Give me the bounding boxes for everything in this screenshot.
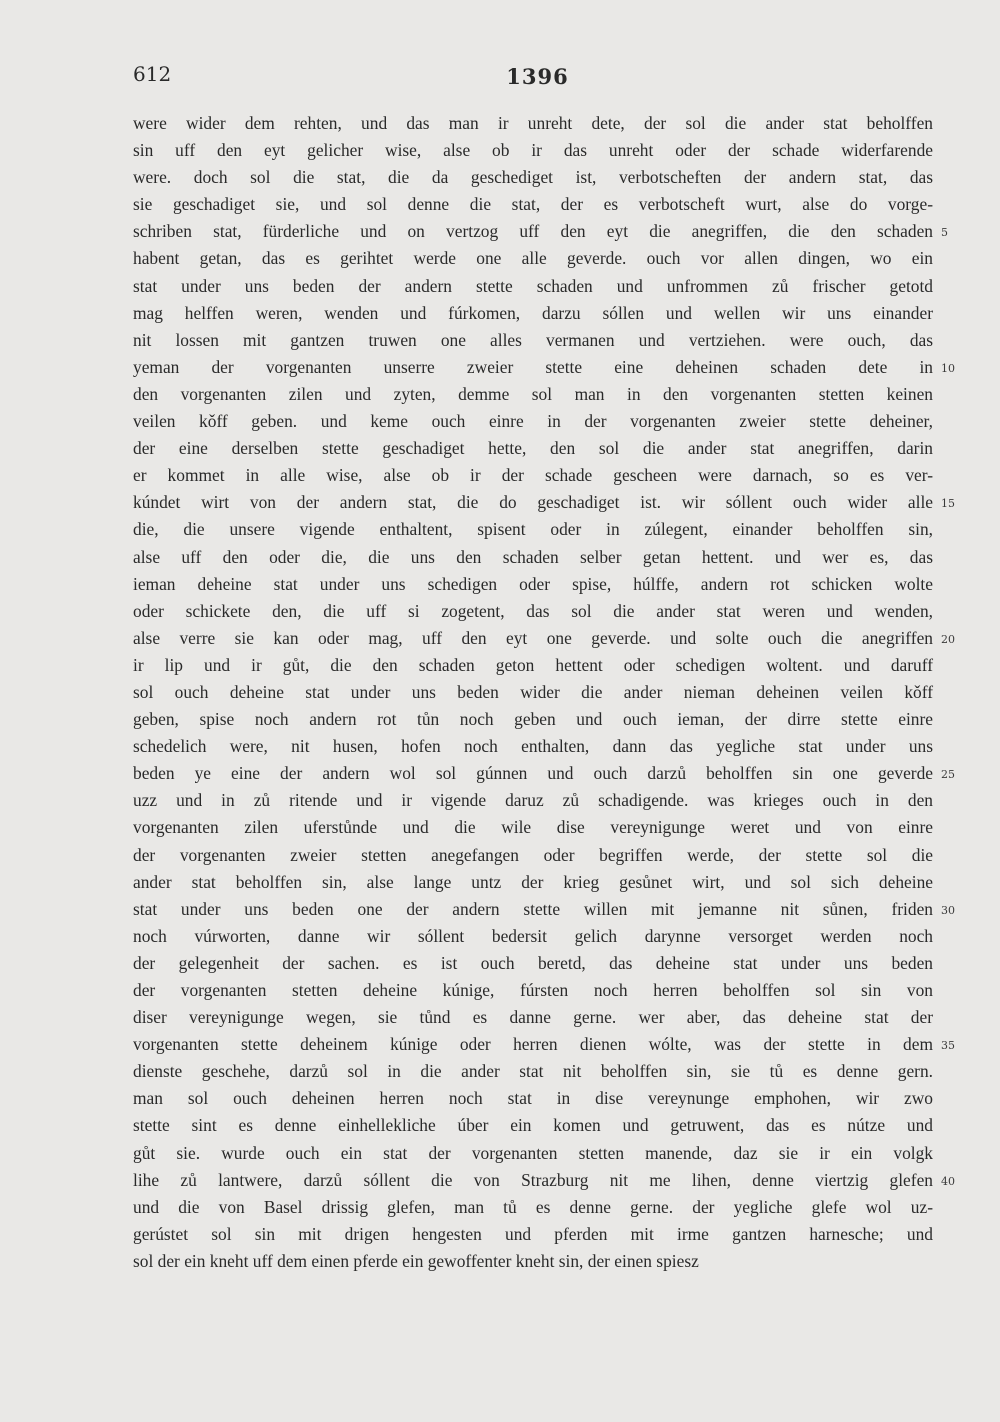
text-line: kúndet wirt von der andern stat, die do geschadiget ist. wir sóllent ouch wider alle bbox=[133, 492, 933, 513]
text-line: schriben stat, fürderliche und on vertzog uff den eyt die anegriffen, die den schaden bbox=[133, 221, 933, 242]
text-line: diser vereynigunge wegen, sie tůnd es danne gerne. wer aber, das deheine stat der bbox=[133, 1007, 933, 1028]
text-line: beden ye eine der andern wol sol gúnnen und ouch darzů beholffen sin one geverde bbox=[133, 763, 933, 784]
text-line: were wider dem rehten, und das man ir unreht dete, der sol die ander stat beholffen bbox=[133, 113, 933, 133]
text-line: gůt sie. wurde ouch ein stat der vorgenanten stetten manende, daz sie ir ein volgk bbox=[133, 1142, 933, 1163]
margin-line-number: 10 bbox=[941, 361, 955, 375]
text-line: stat under uns beden der andern stette schaden und unfrommen zů frischer getotd bbox=[133, 275, 933, 296]
text-line: der vorgenanten zweier stetten anegefangen oder begriffen werde, der stette sol die bbox=[133, 844, 933, 865]
margin-line-number: 25 bbox=[941, 768, 955, 782]
text-line: uzz und in zů ritende und ir vigende daruz zů schadigende. was krieges ouch in den bbox=[133, 790, 933, 811]
text-line: alse uff den oder die, die uns den schaden selber getan hettent. und wer es, das bbox=[133, 546, 933, 567]
text-line: geben, spise noch andern rot tůn noch geben und ouch ieman, der dirre stette einre bbox=[133, 709, 933, 730]
text-line: stat under uns beden one der andern stette willen mit jemanne nit sůnen, friden bbox=[133, 898, 933, 919]
text-line: die, die unsere vigende enthaltent, spisent oder in zúlegent, einander beholffen sin, bbox=[133, 519, 933, 540]
text-line: und die von Basel drissig glefen, man tů es denne gerne. der yegliche glefe wol uz- bbox=[133, 1196, 933, 1217]
margin-line-number: 15 bbox=[941, 497, 955, 511]
text-line: lihe zů lantwere, darzů sóllent die von Strazburg nit me lihen, denne viertzig glefen bbox=[133, 1169, 933, 1190]
page-number: 612 bbox=[133, 62, 172, 86]
margin-line-number: 40 bbox=[941, 1174, 955, 1188]
text-line: vorgenanten zilen uferstůnde und die wile dise vereynigunge weret und von einre bbox=[133, 817, 933, 838]
margin-line-number: 5 bbox=[941, 226, 948, 240]
text-line: noch vúrworten, danne wir sóllent bedersit gelich darynne versorget werden noch bbox=[133, 925, 933, 946]
text-line: der vorgenanten stetten deheine kúnige, fúrsten noch herren beholffen sol sin von bbox=[133, 980, 933, 1000]
text-line: sin uff den eyt gelicher wise, alse ob ir das unreht oder der schade widerfarende bbox=[133, 140, 933, 161]
text-line: oder schickete den, die uff si zogetent, das sol die ander stat weren und wenden, bbox=[133, 600, 933, 621]
text-line: alse verre sie kan oder mag, uff den eyt one geverde. und solte ouch die anegriffen bbox=[133, 627, 933, 648]
text-line: yeman der vorgenanten unserre zweier stette eine deheinen schaden dete in bbox=[133, 356, 933, 377]
text-line: sol ouch deheine stat under uns beden wider die ander nieman deheinen veilen kǒff bbox=[133, 681, 933, 702]
margin-line-number: 35 bbox=[941, 1039, 955, 1053]
text-line: stette sint es denne einhellekliche úber ein komen und getruwent, das es nútze und bbox=[133, 1115, 933, 1136]
margin-line-number: 30 bbox=[941, 903, 955, 917]
text-line: veilen kǒff geben. und keme ouch einre in der vorgenanten zweier stette deheiner, bbox=[133, 411, 933, 432]
margin-line-number: 20 bbox=[941, 632, 955, 646]
text-line: vorgenanten stette deheinem kúnige oder herren dienen wólte, was der stette in dem bbox=[133, 1034, 933, 1055]
text-line: were. doch sol die stat, die da geschediget ist, verbotscheften der andern stat, das bbox=[133, 167, 933, 188]
text-line: den vorgenanten zilen und zyten, demme sol man in den vorgenanten stetten keinen bbox=[133, 383, 933, 404]
body-text bbox=[133, 110, 933, 1275]
text-line: ander stat beholffen sin, alse lange untz der krieg gesůnet wirt, und sol sich deheine bbox=[133, 871, 933, 892]
text-line: der gelegenheit der sachen. es ist ouch beretd, das deheine stat under uns beden bbox=[133, 952, 933, 973]
text-line: mag helffen weren, wenden und fúrkomen, darzu sóllen und wellen wir uns einander bbox=[133, 302, 933, 323]
text-line: nit lossen mit gantzen truwen one alles vermanen und vertziehen. were ouch, das bbox=[133, 329, 933, 350]
text-line: ieman deheine stat under uns schedigen oder spise, húlffe, andern rot schicken wolte bbox=[133, 573, 933, 594]
text-line: der eine derselben stette geschadiget hette, den sol die ander stat anegriffen, darin bbox=[133, 438, 933, 459]
text-line: ir lip und ir gůt, die den schaden geton hettent oder schedigen woltent. und daruff bbox=[133, 654, 933, 675]
text-line: man sol ouch deheinen herren noch stat in dise vereynunge emphohen, wir zwo bbox=[133, 1088, 933, 1109]
year-heading: 1396 bbox=[506, 64, 569, 89]
text-line: habent getan, das es gerihtet werde one alle geverde. ouch vor allen dingen, wo ein bbox=[133, 248, 933, 269]
text-line: gerústet sol sin mit drigen hengesten und pferden mit irme gantzen harnesche; und bbox=[133, 1223, 933, 1244]
text-line: dienste geschehe, darzů sol in die ander stat nit beholffen sin, sie tů es denne gern. bbox=[133, 1061, 933, 1082]
text-line: sie geschadiget sie, und sol denne die stat, der es verbotscheft wurt, alse do vorge- bbox=[133, 194, 933, 215]
text-line: schedelich were, nit husen, hofen noch enthalten, dann das yegliche stat under uns bbox=[133, 736, 933, 757]
text-line: sol der ein kneht uff dem einen pferde ein gewoffenter kneht sin, der einen spiesz bbox=[133, 1250, 699, 1271]
text-line: er kommet in alle wise, alse ob ir der schade gescheen were darnach, so es ver- bbox=[133, 465, 933, 486]
